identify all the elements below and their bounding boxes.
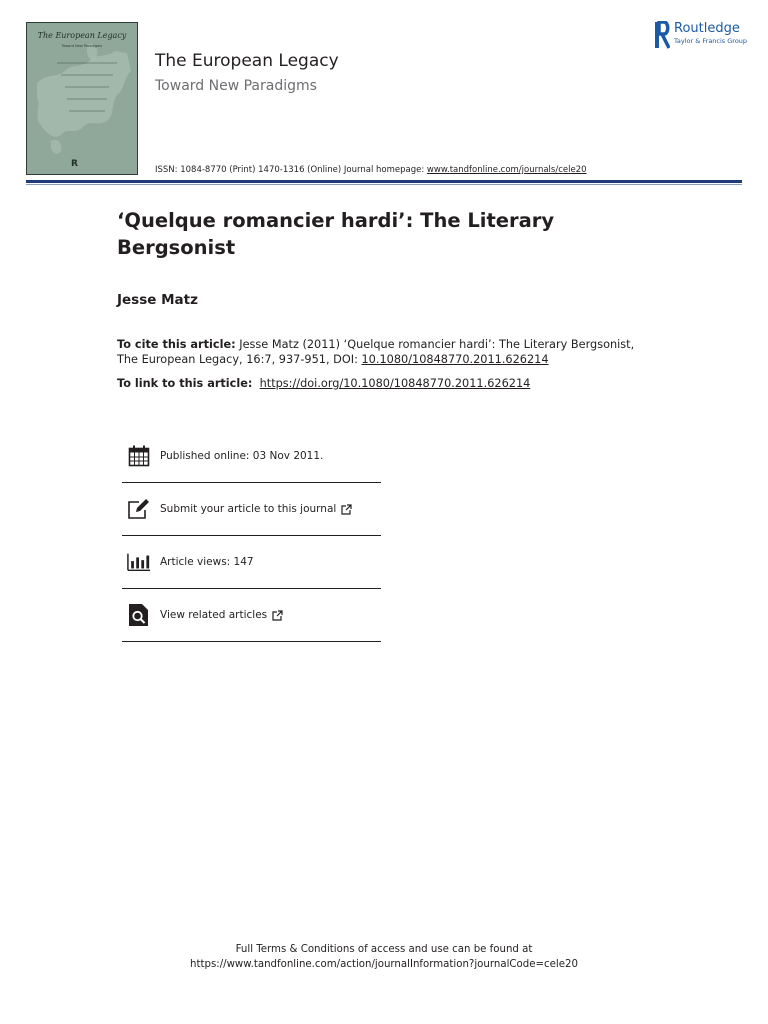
footer — [0, 942, 768, 972]
citation-doi-link[interactable]: 10.1080/10848770.2011.626214 — [361, 353, 549, 366]
journal-subtitle: Toward New Paradigms — [155, 78, 317, 94]
footer-terms-text: Full Terms & Conditions of access and use can be found at — [235, 944, 533, 955]
publisher-logo[interactable] — [654, 21, 747, 49]
issn-line — [155, 165, 587, 175]
cover-subtitle: Toward New Paradigms — [61, 44, 103, 48]
header-divider-thin — [26, 184, 742, 185]
submit-article-label: Submit your article to this journal — [160, 503, 337, 515]
cover-title: The European Legacy — [37, 31, 127, 40]
external-link-icon — [272, 606, 283, 625]
article-info-list — [122, 430, 381, 642]
cover-publisher-logo: R — [71, 159, 78, 169]
submit-article-item[interactable] — [122, 483, 381, 536]
citation-text: Jesse Matz (2011) ‘Quelque romancier hardi’: The Literary Bergsonist, The European Legacy, 16:7, 937-951, DOI: — [117, 338, 635, 366]
publisher-name: Routledge — [674, 21, 740, 36]
article-author: Jesse Matz — [117, 292, 198, 308]
routledge-r-icon — [654, 21, 670, 49]
link-label: To link to this article: — [117, 377, 253, 390]
calendar-icon — [127, 444, 151, 468]
related-articles-label: View related articles — [160, 609, 268, 621]
related-articles-item[interactable] — [122, 589, 381, 642]
header-divider — [26, 180, 742, 183]
published-online-item — [122, 430, 381, 483]
publisher-group: Taylor & Francis Group — [674, 37, 748, 45]
external-link-icon — [341, 500, 352, 519]
article-views-item — [122, 536, 381, 589]
bar-chart-icon — [127, 550, 151, 574]
issn-text: ISSN: 1084-8770 (Print) 1470-1316 (Online) Journal homepage: — [155, 165, 427, 175]
citation-label: To cite this article: — [117, 338, 236, 351]
search-document-icon — [127, 603, 151, 627]
article-title: ‘Quelque romancier hardi’: The Literary Bergsonist — [117, 209, 555, 259]
published-online-label: Published online: 03 Nov 2011. — [160, 450, 324, 462]
journal-homepage-link[interactable]: www.tandfonline.com/journals/cele20 — [426, 165, 587, 175]
edit-icon — [127, 497, 151, 521]
article-views-label: Article views: 147 — [160, 556, 254, 568]
citation-block — [117, 337, 657, 367]
article-link-row — [117, 376, 530, 391]
journal-cover-image — [26, 22, 138, 175]
journal-title: The European Legacy — [155, 51, 339, 71]
footer-terms-url: https://www.tandfonline.com/action/journalInformation?journalCode=cele20 — [190, 959, 578, 970]
article-doi-link[interactable]: https://doi.org/10.1080/10848770.2011.626214 — [259, 377, 531, 390]
